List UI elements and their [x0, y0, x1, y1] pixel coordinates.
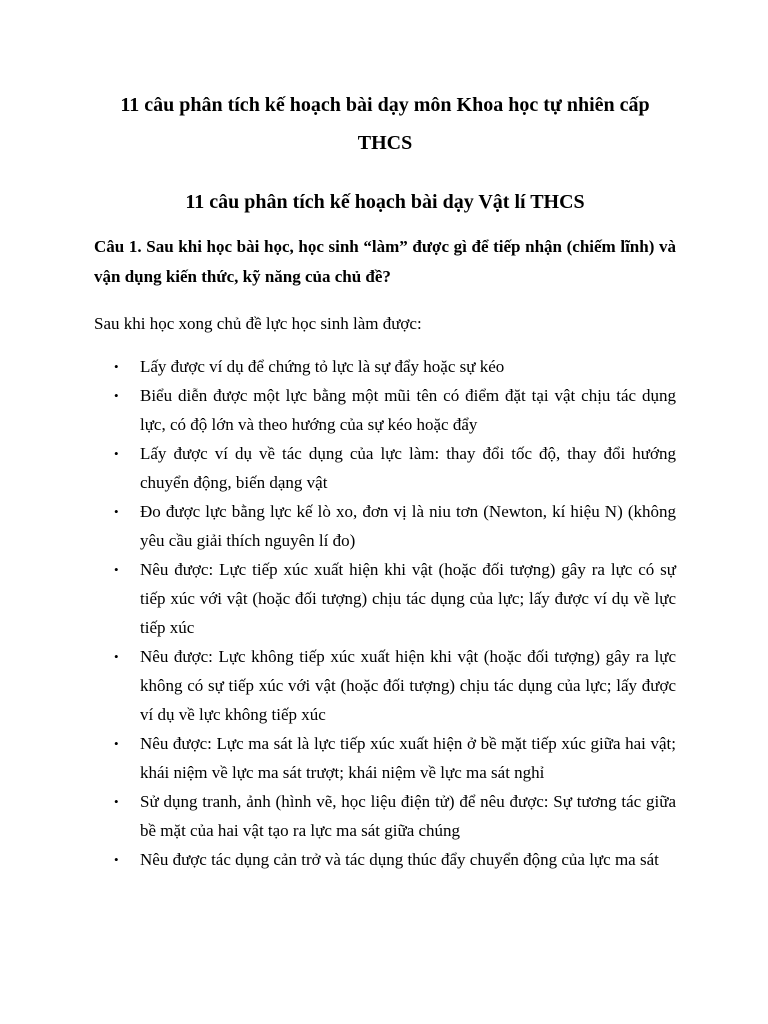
list-item-text: Biểu diễn được một lực bằng một mũi tên có điểm đặt tại vật chịu tác dụng lực, có độ lớn và theo hướng của sự kéo hoặc đẩy	[140, 386, 676, 434]
list-item-text: Nêu được tác dụng cản trở và tác dụng thúc đẩy chuyển động của lực ma sát	[140, 850, 659, 869]
list-item-text: Nêu được: Lực không tiếp xúc xuất hiện khi vật (hoặc đối tượng) gây ra lực không có sự tiếp xúc với vật (hoặc đối tượng) chịu tác dụng của lực; lấy được ví dụ về lực không tiếp xúc	[140, 647, 676, 724]
list-item-text: Nêu được: Lực tiếp xúc xuất hiện khi vật (hoặc đối tượng) gây ra lực có sự tiếp xúc với vật (hoặc đối tượng) chịu tác dụng của lực; lấy được ví dụ về lực tiếp xúc	[140, 560, 676, 637]
bullet-icon: •	[114, 852, 119, 867]
question-heading: Câu 1. Sau khi học bài học, học sinh “làm” được gì để tiếp nhận (chiếm lĩnh) và vận dụng kiến thức, kỹ năng của chủ đề?	[94, 237, 676, 286]
intro-paragraph: Sau khi học xong chủ đề lực học sinh làm được:	[94, 314, 422, 333]
bullet-icon: •	[114, 736, 119, 751]
list-item	[94, 787, 676, 845]
document-subtitle: 11 câu phân tích kế hoạch bài dạy Vật lí THCS	[185, 191, 585, 213]
outcome-list	[94, 352, 676, 874]
list-item-text: Lấy được ví dụ về tác dụng của lực làm: thay đổi tốc độ, thay đổi hướng chuyển động, biến dạng vật	[140, 444, 676, 492]
bullet-icon: •	[114, 446, 119, 461]
list-item-text: Sử dụng tranh, ảnh (hình vẽ, học liệu điện tử) để nêu được: Sự tương tác giữa bề mặt của hai vật tạo ra lực ma sát giữa chúng	[140, 792, 676, 840]
bullet-icon: •	[114, 504, 119, 519]
list-item	[94, 381, 676, 439]
bullet-icon: •	[114, 794, 119, 809]
list-item	[94, 729, 676, 787]
list-item	[94, 555, 676, 642]
list-item	[94, 845, 676, 874]
bullet-icon: •	[114, 562, 119, 577]
list-item	[94, 642, 676, 729]
bullet-icon: •	[114, 359, 119, 374]
list-item-text: Lấy được ví dụ để chứng tỏ lực là sự đẩy hoặc sự kéo	[140, 357, 505, 376]
list-item-text: Nêu được: Lực ma sát là lực tiếp xúc xuất hiện ở bề mặt tiếp xúc giữa hai vật; khái niệm về lực ma sát trượt; khái niệm về lực ma sát nghỉ	[140, 734, 676, 782]
list-item	[94, 439, 676, 497]
bullet-icon: •	[114, 649, 119, 664]
document-title: 11 câu phân tích kế hoạch bài dạy môn Khoa học tự nhiên cấp THCS	[120, 94, 650, 154]
list-item	[94, 497, 676, 555]
bullet-icon: •	[114, 388, 119, 403]
list-item-text: Đo được lực bằng lực kế lò xo, đơn vị là niu tơn (Newton, kí hiệu N) (không yêu cầu giải thích nguyên lí đo)	[140, 502, 676, 550]
list-item	[94, 352, 676, 381]
